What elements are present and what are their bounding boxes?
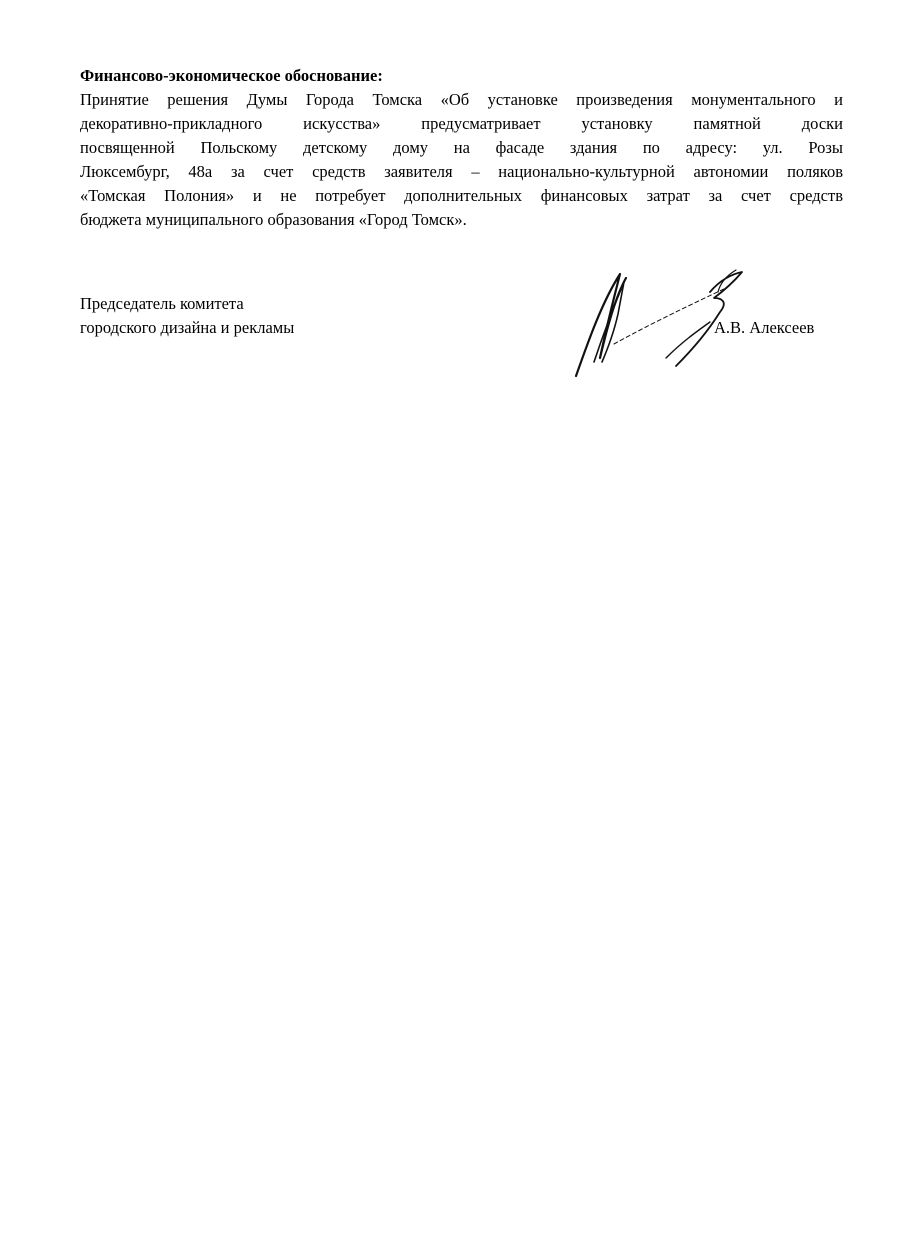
paragraph-line: Люксембург, 48а за счет средств заявителя – национально-культурной автономии поляков: [80, 162, 843, 181]
signer-title-line: Председатель комитета: [80, 294, 244, 313]
paragraph-line: «Томская Полония» и не потребует дополнительных финансовых затрат за счет средств: [80, 186, 843, 205]
signer-name: А.В. Алексеев: [714, 318, 815, 337]
section-heading: Финансово-экономическое обоснование:: [80, 66, 383, 85]
paragraph-line: посвященной Польскому детскому дому на фасаде здания по адресу: ул. Розы: [80, 138, 843, 157]
paragraph-line: Принятие решения Думы Города Томска «Об установке произведения монументального и: [80, 90, 843, 109]
paragraph-line: декоративно-прикладного искусства» предусматривает установку памятной доски: [80, 114, 843, 133]
signer-title-line: городского дизайна и рекламы: [80, 318, 295, 337]
paragraph-line: бюджета муниципального образования «Город Томск».: [80, 210, 467, 229]
